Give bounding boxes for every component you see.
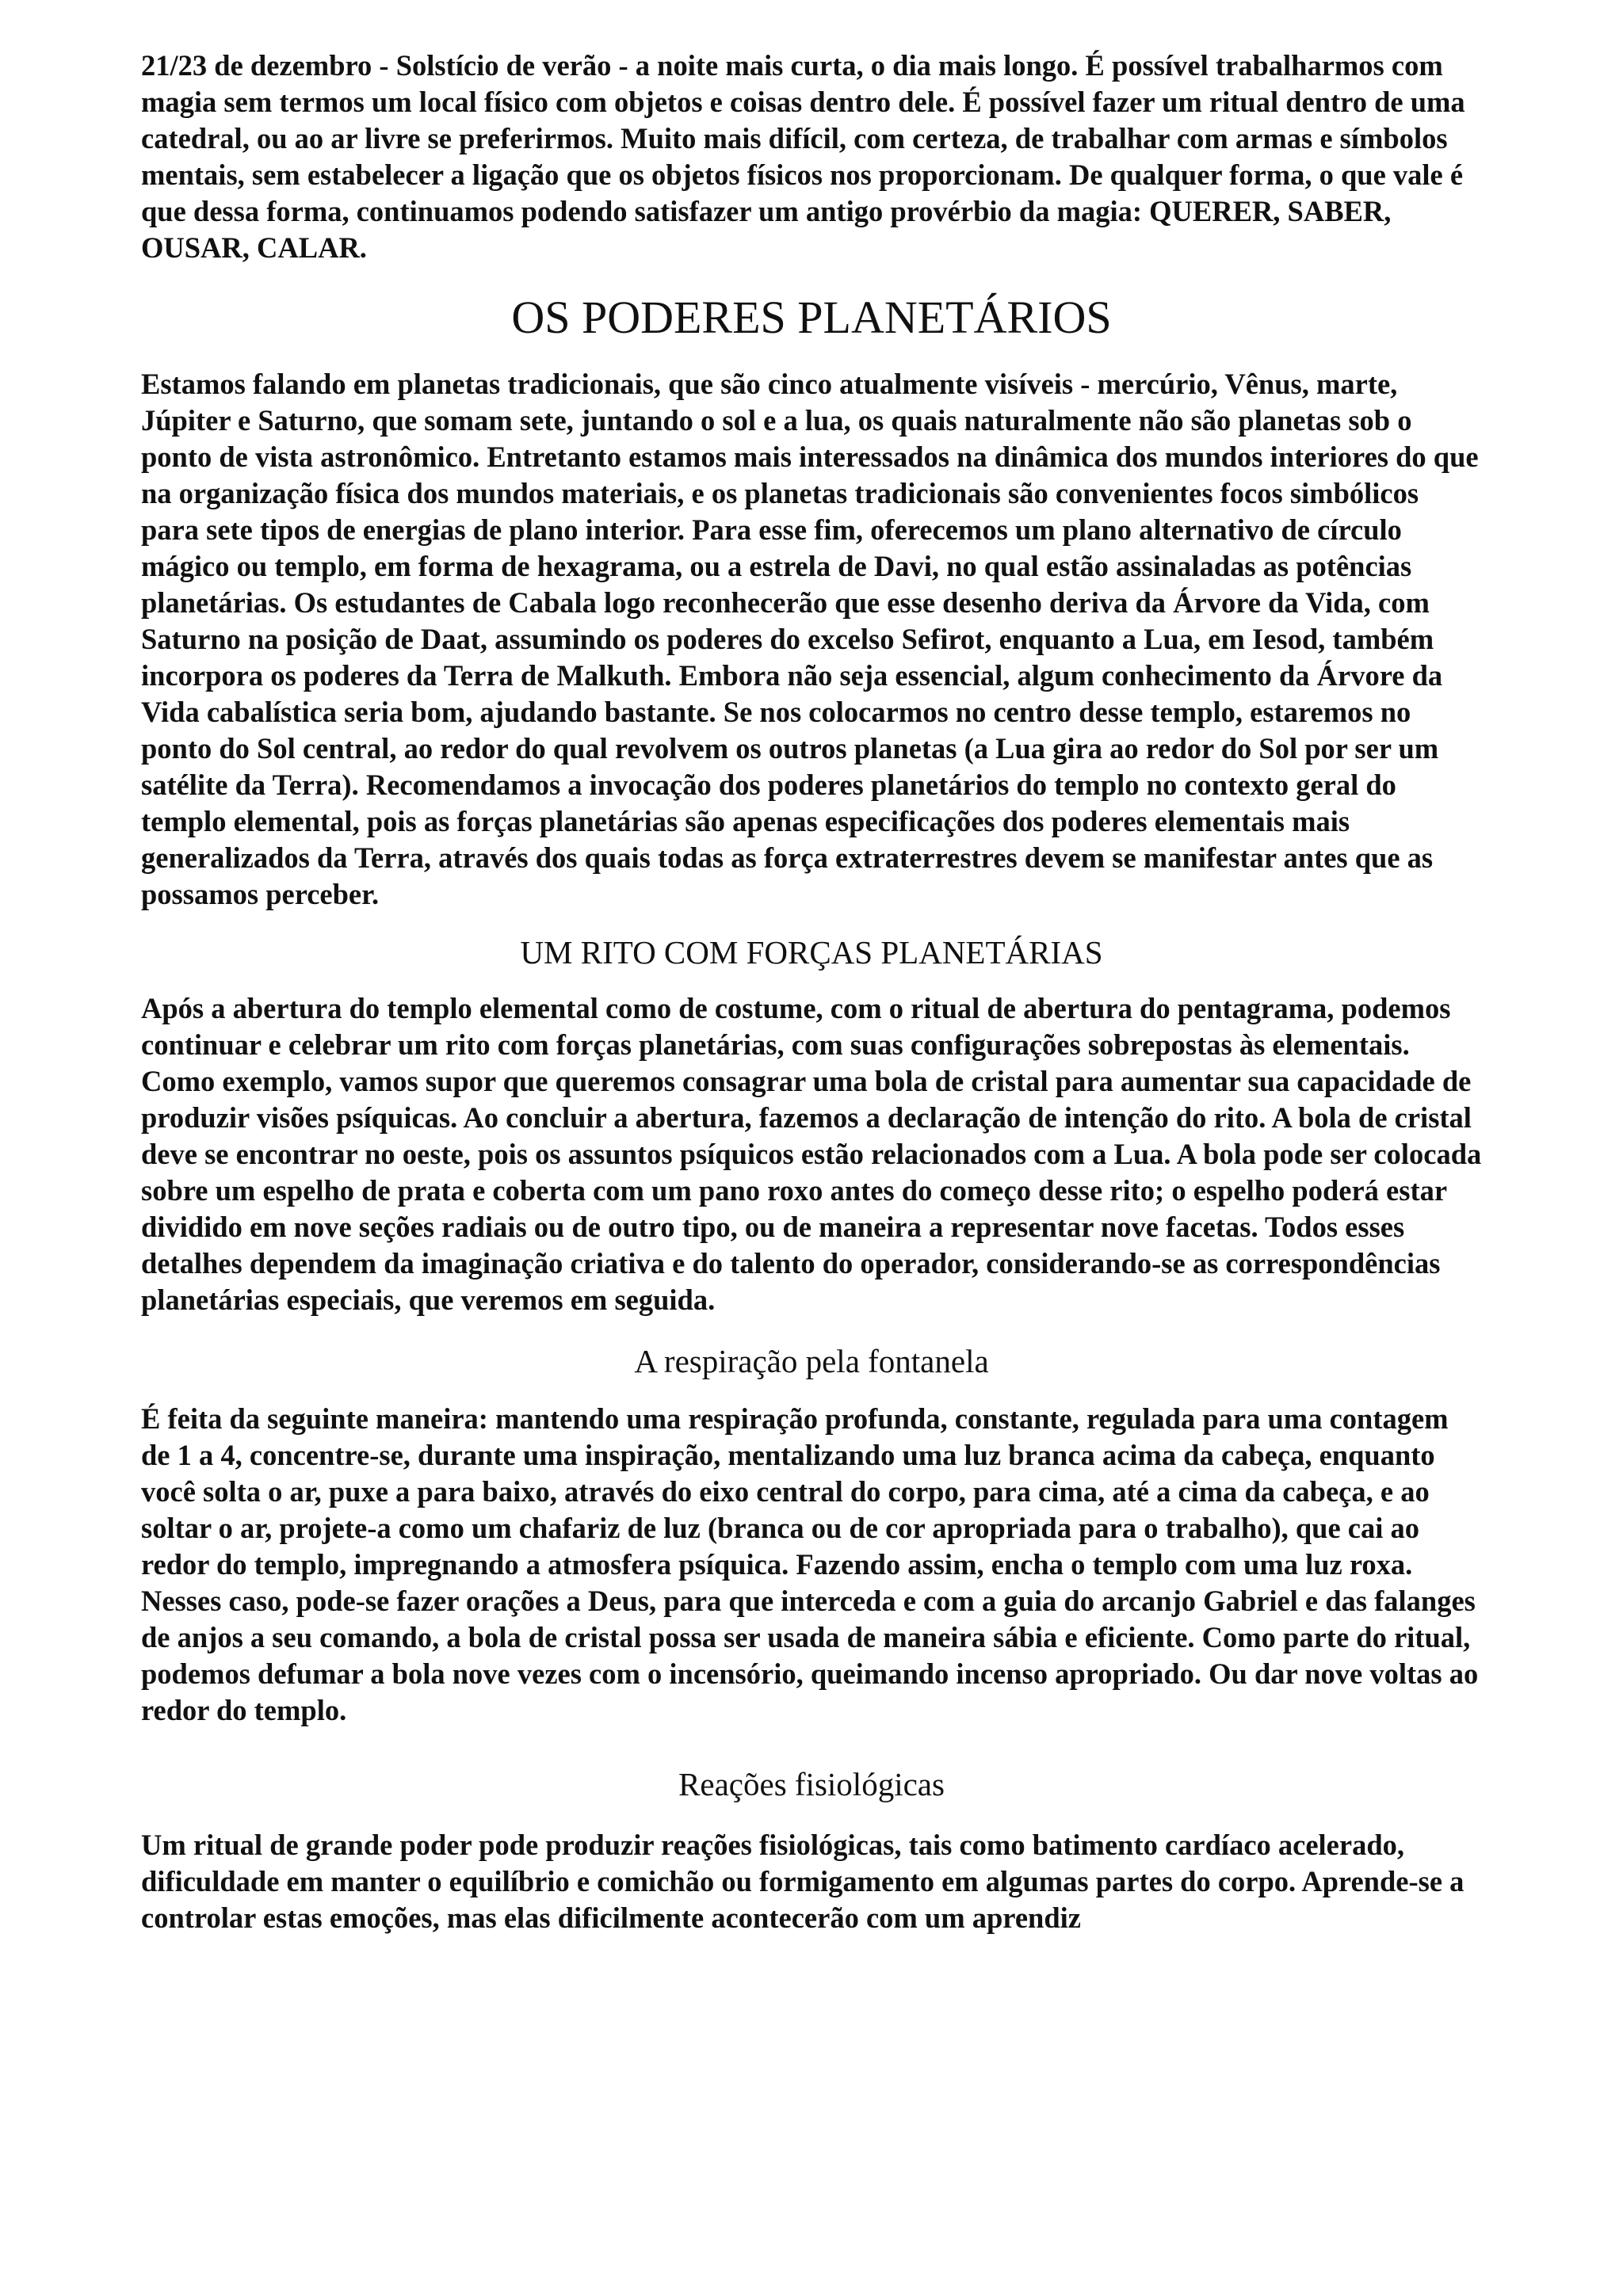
- breath-paragraph: É feita da seguinte maneira: mantendo uma respiração profunda, constante, regulada para uma contagem de 1 a 4, concentre-se, durante uma inspiração, mentalizando uma luz branca acima da cabeça, enquanto você solta o ar, puxe a para baixo, através do eixo central do corpo, para cima, até a cima da cabeça, e ao soltar o ar, projete-a como um chafariz de luz (branca ou de cor apropriada para o trabalho), que cai ao redor do templo, impregnando a atmosfera psíquica. Fazendo assim, encha o templo com uma luz roxa. Nesses caso, pode-se fazer orações a Deus, para que interceda e com a guia do arcanjo Gabriel e das falanges de anjos a seu comando, a bola de cristal possa ser usada de maneira sábia e eficiente. Como parte do ritual, podemos defumar a bola nove vezes com o incensório, queimando incenso apropriado. Ou dar nove voltas ao redor do templo.: [141, 1402, 1479, 1726]
- section-heading-poderes-planetarios: OS PODERES PLANETÁRIOS: [511, 292, 1112, 343]
- planets-paragraph: Estamos falando em planetas tradicionais, que são cinco atualmente visíveis - mercúrio, Vênus, marte, Júpiter e Saturno, que somam sete, juntando o sol e a lua, os quais naturalmente não são planetas sob o ponto de vista astronômico. Entretanto estamos mais interessados na dinâmica dos mundos interiores do que na organização física dos mundos materiais, e os planetas tradicionais são convenientes focos simbólicos para sete tipos de energias de plano interior. Para esse fim, oferecemos um plano alternativo de círculo mágico ou templo, em forma de hexagrama, ou a estrela de Davi, no qual estão assinaladas as potências planetárias. Os estudantes de Cabala logo reconhecerão que esse desenho deriva da Árvore da Vida, com Saturno na posição de Daat, assumindo os poderes do excelso Sefirot, enquanto a Lua, em Iesod, também incorpora os poderes da Terra de Malkuth. Embora não seja essencial, algum conhecimento da Árvore da Vida cabalística seria bom, ajudando bastante. Se nos colocarmos no centro desse templo, estaremos no ponto do Sol central, ao redor do qual revolvem os outros planetas (a Lua gira ao redor do Sol por ser um satélite da Terra). Recomendamos a invocação dos poderes planetários do templo no contexto geral do templo elemental, pois as forças planetárias são apenas especificações dos poderes elementais mais generalizados da Terra, através dos quais todas as força extraterrestres devem se manifestar antes que as possamos perceber.: [141, 368, 1479, 910]
- reactions-paragraph: Um ritual de grande poder pode produzir reações fisiológicas, tais como batimento cardíaco acelerado, dificuldade em manter o equilíbrio e comichão ou formigamento em algumas partes do corpo. Aprende-se a controlar estas emoções, mas elas dificilmente acontecerão com um aprendiz: [141, 1829, 1465, 1934]
- section-heading-rito-forcas-planetarias: UM RITO COM FORÇAS PLANETÁRIAS: [520, 934, 1103, 971]
- section-heading-reacoes-fisiologicas: Reações fisiológicas: [678, 1766, 945, 1802]
- section-heading-respiracao-fontanela: A respiração pela fontanela: [634, 1343, 989, 1379]
- intro-paragraph: 21/23 de dezembro - Solstício de verão - a noite mais curta, o dia mais longo. É possível trabalharmos com magia sem termos um local físico com objetos e coisas dentro dele. É possível fazer um ritual dentro de uma catedral, ou ao ar livre se preferirmos. Muito mais difícil, com certeza, de trabalhar com armas e símbolos mentais, sem estabelecer a ligação que os objetos físicos nos proporcionam. De qualquer forma, o que vale é que dessa forma, continuamos podendo satisfazer um antigo provérbio da magia: QUERER, SABER, OUSAR, CALAR.: [141, 49, 1465, 264]
- rite-paragraph: Após a abertura do templo elemental como de costume, com o ritual de abertura do pentagrama, podemos continuar e celebrar um rito com forças planetárias, com suas configurações sobrepostas às elementais. Como exemplo, vamos supor que queremos consagrar uma bola de cristal para aumentar sua capacidade de produzir visões psíquicas. Ao concluir a abertura, fazemos a declaração de intenção do rito. A bola de cristal deve se encontrar no oeste, pois os assuntos psíquicos estão relacionados com a Lua. A bola pode ser colocada sobre um espelho de prata e coberta com um pano roxo antes do começo desse rito; o espelho poderá estar dividido em nove seções radiais ou de outro tipo, ou de maneira a representar nove facetas. Todos esses detalhes dependem da imaginação criativa e do talento do operador, considerando-se as correspondências planetárias especiais, que veremos em seguida.: [141, 992, 1482, 1316]
